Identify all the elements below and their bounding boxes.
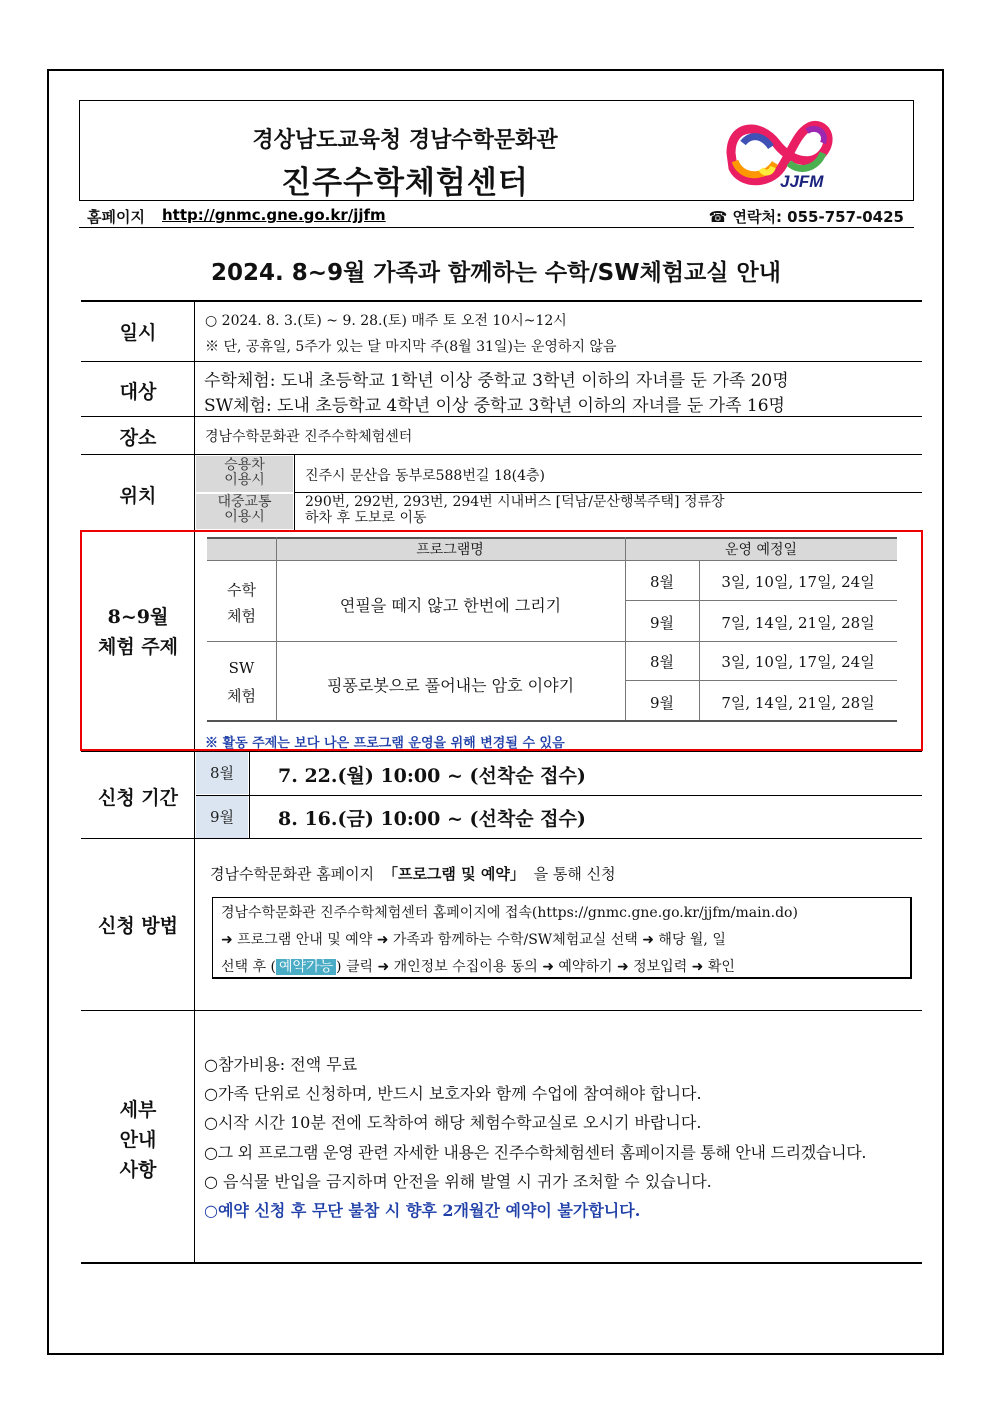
detail-item-5: ○ 음식물 반입을 금지하며 안전을 위해 발열 시 귀가 조처할 수 있습니다. [204, 1172, 712, 1191]
sw-month-8: 8월 [649, 653, 675, 671]
date-line-1: ○ 2024. 8. 3.(토) ~ 9. 28.(토) 매주 토 오전 10시~12시 [205, 313, 567, 329]
details-label-2: 안내 [119, 1129, 157, 1151]
target-label: 대상 [119, 381, 157, 403]
sw-dates-9: 7일, 14일, 21일, 28일 [721, 694, 875, 712]
program-table [207, 537, 897, 721]
no-show-warning: ○예약 신청 후 무단 불참 시 향후 2개월간 예약이 불가합니다. [204, 1201, 641, 1220]
step-line-2: ➜ 프로그램 안내 및 예약 ➜ 가족과 함께하는 수학/SW체험교실 선택 ➜ 해당 월, 일 [221, 932, 726, 948]
period-row-divider [196, 795, 922, 796]
detail-item-4: ○그 외 프로그램 운영 관련 자세한 내용은 진주수학체험센터 홈페이지를 통해 안내 드리겠습니다. [204, 1143, 867, 1162]
sw-program: 핑퐁로봇으로 풀어내는 암호 이야기 [326, 676, 575, 695]
theme-change-note: ※ 활동 주제는 보다 나은 프로그램 운영을 위해 변경될 수 있음 [205, 736, 565, 751]
method-steps-box [212, 897, 912, 979]
theme-label-2: 체험 주제 [97, 636, 179, 658]
math-dates-9: 7일, 14일, 21일, 28일 [721, 614, 875, 632]
contact-row [79, 205, 914, 228]
method-intro: 경남수학문화관 홈페이지 「프로그램 및 예약」 을 통해 신청 [210, 865, 616, 883]
col-date: 운영 예정일 [724, 542, 798, 558]
homepage-link[interactable]: http://gnmc.gne.go.kr/jjfm [162, 206, 386, 224]
sw-cat-1: SW [228, 659, 255, 677]
period-value-8: 7. 22.(월) 10:00 ~ (선착순 접수) [278, 765, 586, 787]
row-divider [81, 454, 922, 455]
period-month-9: 9월 [196, 796, 248, 838]
sw-cat-2: 체험 [227, 687, 256, 705]
table-bottom-border [81, 1262, 922, 1264]
detail-item-2: ○가족 단위로 신청하며, 반드시 보호자와 함께 수업에 참여해야 합니다. [204, 1084, 702, 1103]
sw-dates-8: 3일, 10일, 17일, 24일 [721, 653, 875, 671]
bus-value-1: 290번, 292번, 293번, 294번 시내버스 [덕남/문산행복주택] 정류장 [305, 494, 725, 510]
details-label-1: 세부 [119, 1099, 157, 1121]
math-month-9: 9월 [649, 614, 675, 632]
row-divider [81, 416, 922, 417]
month-divider [625, 600, 897, 601]
math-cat-1: 수학 [227, 581, 256, 599]
header-box [79, 100, 914, 201]
detail-item-3: ○시작 시간 10분 전에 도착하여 해당 체험수학교실로 오시기 바랍니다. [204, 1113, 702, 1132]
program-table-bottom [207, 720, 897, 722]
org-name: 경상남도교육청 경남수학문화관 [252, 128, 558, 153]
car-value: 진주시 문산읍 동부로588번길 18(4층) [305, 468, 546, 484]
phone-number: ☎ 연락처: 055-757-0425 [708, 208, 904, 226]
document-title: 2024. 8~9월 가족과 함께하는 수학/SW체험교실 안내 [211, 260, 781, 286]
location-row-divider [294, 492, 922, 493]
method-label: 신청 방법 [97, 915, 179, 937]
math-dates-8: 3일, 10일, 17일, 24일 [721, 573, 875, 591]
sw-month-9: 9월 [649, 694, 675, 712]
place-value: 경남수학문화관 진주수학체험센터 [205, 429, 413, 445]
target-sw: SW체험: 도내 초등학교 4학년 이상 중학교 3학년 이하의 자녀를 둔 가족 16명 [204, 396, 785, 416]
location-label: 위치 [119, 485, 157, 507]
bus-label: 대중교통 이용시 [196, 494, 293, 529]
group-divider [207, 641, 897, 642]
period-value-9: 8. 16.(금) 10:00 ~ (선착순 접수) [278, 808, 586, 830]
place-label: 장소 [119, 427, 157, 449]
detail-item-1: ○참가비용: 전액 무료 [204, 1055, 358, 1074]
period-label: 신청 기간 [97, 787, 179, 809]
step-line-3: 선택 후 ( 예약가능 ) 클릭 ➜ 개인정보 수집이용 동의 ➜ 예약하기 ➜ 정보입력 ➜ 확인 [221, 959, 735, 975]
date-label: 일시 [119, 322, 157, 344]
program-reservation-menu: 「프로그램 및 예약」 [382, 865, 525, 883]
step-line-1: 경남수학문화관 진주수학체험센터 홈페이지에 접속(https://gnmc.gne.go.kr/jjfm/main.do) [221, 905, 798, 921]
math-program: 연필을 떼지 않고 한번에 그리기 [339, 596, 562, 615]
math-cat-2: 체험 [227, 607, 256, 625]
label-column-divider [194, 300, 195, 1262]
theme-label-1: 8~9월 [107, 606, 169, 628]
bus-value-2: 하차 후 도보로 이동 [305, 510, 427, 526]
row-divider [81, 361, 922, 362]
row-divider [81, 838, 922, 839]
period-month-8: 8월 [196, 752, 248, 794]
date-line-2: ※ 단, 공휴일, 5주가 있는 달 마지막 주(8월 31일)는 운영하지 않음 [205, 339, 617, 355]
car-label: 승용차 이용시 [196, 456, 293, 492]
math-month-8: 8월 [649, 573, 675, 591]
table-top-border [81, 300, 922, 302]
row-divider [81, 1010, 922, 1011]
available-badge: 예약가능 [276, 959, 336, 975]
month-divider [625, 680, 897, 681]
center-name: 진주수학체험센터 [281, 165, 529, 201]
details-label-3: 사항 [119, 1159, 157, 1181]
col-program: 프로그램명 [416, 542, 484, 558]
logo-text: JJFM [780, 172, 824, 191]
target-math: 수학체험: 도내 초등학교 1학년 이상 중학교 3학년 이하의 자녀를 둔 가족 20명 [204, 371, 789, 391]
homepage-label: 홈페이지 [87, 208, 145, 226]
